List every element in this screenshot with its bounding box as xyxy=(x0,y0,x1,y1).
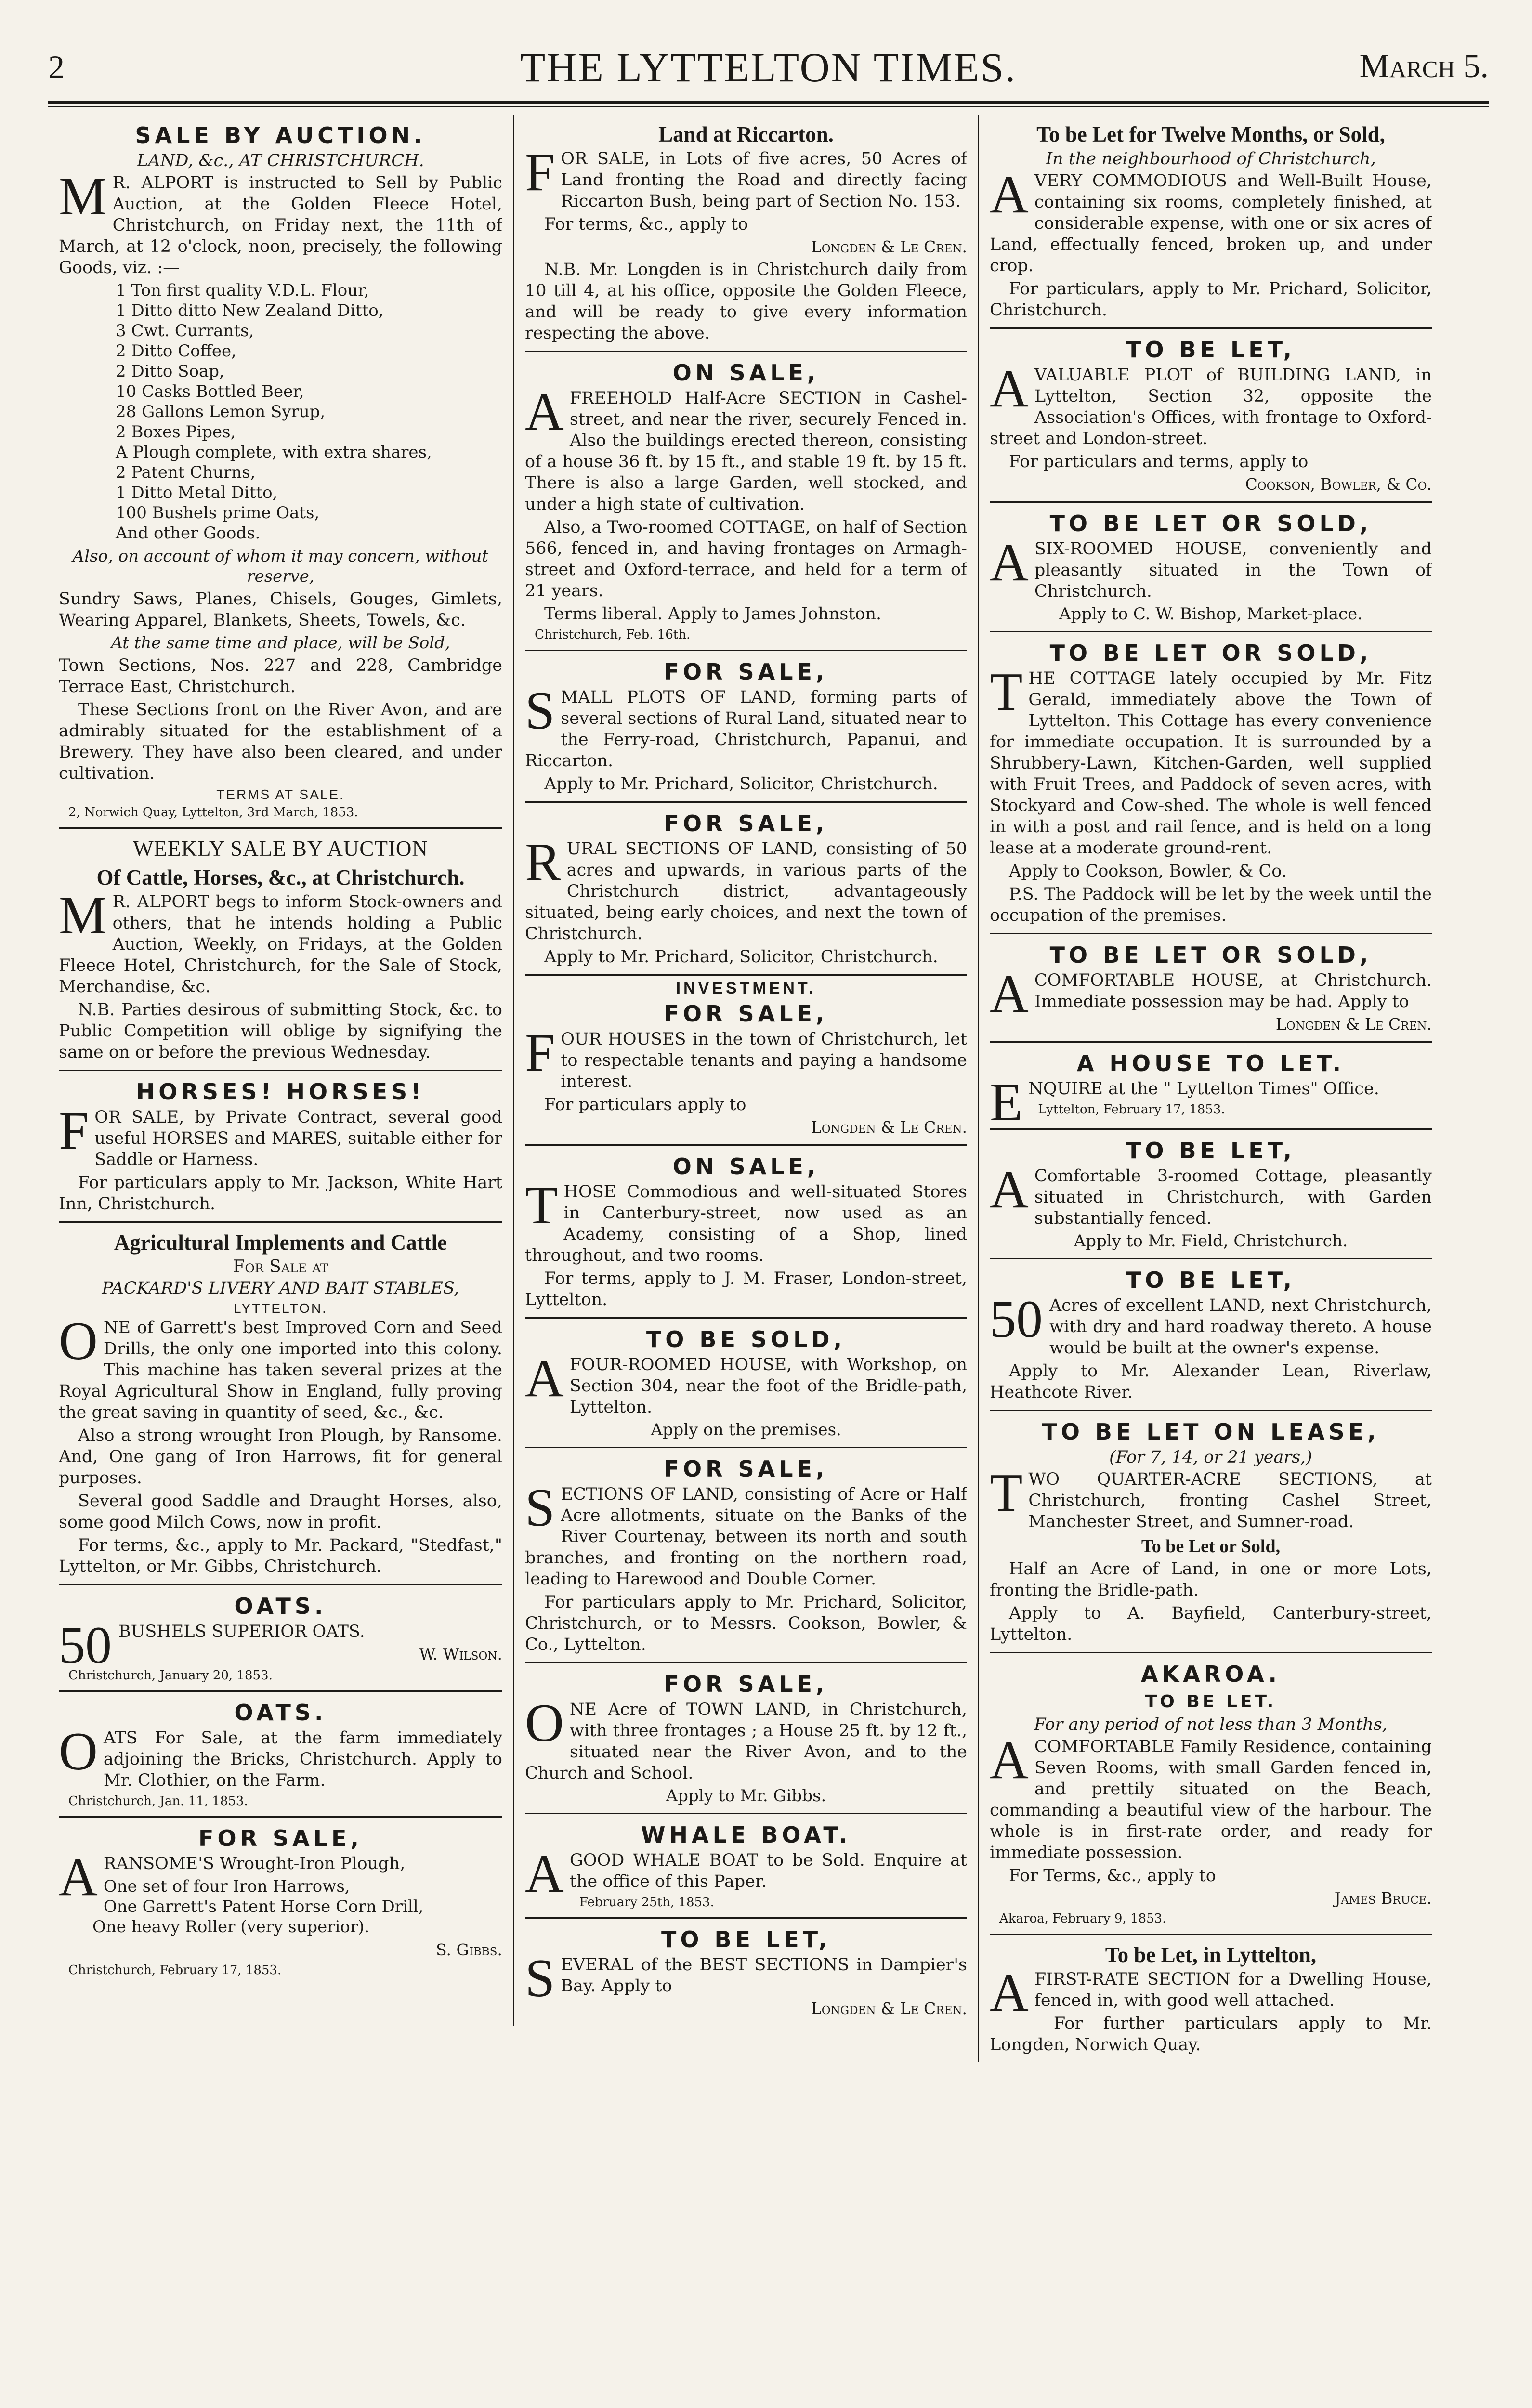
list-item: 3 Cwt. Currants, xyxy=(116,321,254,340)
drop-cap: T xyxy=(525,1176,558,1235)
ad-body: Apply on the premises. xyxy=(651,1420,841,1440)
ad-body: For particulars apply to Mr. Prichard, Solicitor, Christchurch, or to Messrs. Cookson, Bowler, & Co., Lyttelton. xyxy=(525,1593,967,1654)
advertisement xyxy=(59,1071,502,1223)
drop-cap: E xyxy=(990,1073,1023,1130)
drop-cap: M xyxy=(59,886,107,945)
goods-list xyxy=(59,280,502,543)
ad-signature: Longden & Le Cren. xyxy=(1275,1015,1432,1034)
ad-body: Comfortable 3-roomed Cottage, pleasantly situated in Christchurch, with Garden substantially fenced. xyxy=(1034,1166,1432,1228)
ad-body: Also, a Two-roomed COTTAGE, on half of Section 566, fenced in, and having frontages on Armagh-street and Oxford-terrace, and held for a term of 21 years. xyxy=(525,518,967,601)
advertisement xyxy=(525,1814,967,1919)
ad-body: COMFORTABLE HOUSE, at Christchurch. Immediate possession may be had. Apply to xyxy=(1034,971,1432,1011)
ad-heading: SALE BY AUCTION. xyxy=(135,122,426,148)
ad-body: GOOD WHALE BOAT to be Sold. Enquire at the office of this Paper. xyxy=(569,1851,967,1891)
advertisement xyxy=(525,803,967,976)
ad-signature: Longden & Le Cren. xyxy=(811,237,967,256)
big-number: 50 xyxy=(990,1290,1043,1348)
advertisement xyxy=(525,976,967,1146)
ad-heading: OATS. xyxy=(234,1700,327,1726)
ad-heading: FOR SALE, xyxy=(664,811,828,837)
ad-dateline: 2, Norwich Quay, Lyttelton, 3rd March, 1853. xyxy=(68,805,358,820)
ad-body: Acres of excellent LAND, next Christchurch, with dry and hard roadway thereto. A house would be built at the owner's expense. xyxy=(1049,1296,1432,1358)
advertisement xyxy=(525,1146,967,1319)
ad-body: Apply to Mr. Gibbs. xyxy=(666,1786,826,1806)
ad-body: Sundry Saws, Planes, Chisels, Gouges, Gimlets, Wearing Apparel, Blankets, Sheets, Towels, &c. xyxy=(59,589,502,630)
drop-cap: A xyxy=(990,964,1029,1024)
list-item: 2 Boxes Pipes, xyxy=(116,422,236,442)
ad-heading: TO BE LET, xyxy=(1126,1138,1296,1164)
columns xyxy=(48,115,1489,2408)
ad-heading: FOR SALE, xyxy=(198,1825,363,1851)
drop-cap: A xyxy=(990,165,1029,224)
ad-body: Apply to Mr. Field, Christchurch. xyxy=(1074,1231,1348,1251)
ad-subheading: (For 7, 14, or 21 years,) xyxy=(1109,1448,1312,1467)
masthead-rule xyxy=(48,101,1489,107)
drop-cap: S xyxy=(525,1478,555,1538)
advertisement xyxy=(59,1585,502,1692)
ad-body: EVERAL of the BEST SECTIONS in Dampier's Bay. Apply to xyxy=(561,1955,967,1996)
ad-heading: TO BE SOLD, xyxy=(646,1326,846,1352)
ad-terms: TERMS AT SALE. xyxy=(216,787,345,802)
ad-subheading: To be Let or Sold, xyxy=(1141,1536,1281,1557)
ad-subheading: For any period of not less than 3 Months, xyxy=(1034,1715,1388,1734)
ad-body: Terms liberal. Apply to James Johnston. xyxy=(544,604,882,624)
newspaper-title: THE LYTTELTON TIMES. xyxy=(520,44,1017,91)
ad-heading: ON SALE, xyxy=(672,360,820,386)
ad-heading: TO BE LET, xyxy=(1126,337,1296,363)
ad-heading: WHALE BOAT. xyxy=(641,1822,851,1848)
drop-cap: F xyxy=(525,143,555,202)
ad-body: For further particulars apply to Mr. Longden, Norwich Quay. xyxy=(990,2014,1432,2055)
drop-cap: A xyxy=(525,382,564,442)
ad-body: For Terms, &c., apply to xyxy=(1009,1866,1216,1885)
ad-body: For particulars and terms, apply to xyxy=(1009,452,1309,471)
advertisement xyxy=(59,829,502,1071)
ad-body: NE Acre of TOWN LAND, in Christchurch, with three frontages ; a House 25 ft. by 12 ft., situated near the River Avon, and to the Church and School. xyxy=(525,1700,967,1783)
ad-heading: OATS. xyxy=(234,1593,327,1619)
advertisement xyxy=(525,651,967,803)
advertisement xyxy=(990,115,1432,329)
list-item: And other Goods. xyxy=(116,523,261,543)
ad-dateline: February 25th, 1853. xyxy=(579,1895,714,1910)
advertisement xyxy=(59,1692,502,1818)
ad-heading: TO BE LET ON LEASE, xyxy=(1042,1419,1380,1445)
ad-body: ATS For Sale, at the farm immediately adjoining the Bricks, Christchurch. Apply to Mr. Clothier, on the Farm. xyxy=(103,1728,502,1790)
ad-body: Apply to Cookson, Bowler, & Co. xyxy=(1009,862,1287,881)
ad-body: NQUIRE at the " Lyttelton Times" Office. xyxy=(1028,1079,1379,1099)
ad-heading: FOR SALE, xyxy=(664,1671,828,1697)
ad-body: P.S. The Paddock will be let by the week until the occupation of the premises. xyxy=(990,885,1432,925)
column-2 xyxy=(513,115,978,2026)
ad-body: Several good Saddle and Draught Horses, also, some good Milch Cows, now in profit. xyxy=(59,1492,502,1532)
page-number: 2 xyxy=(48,49,65,85)
list-item: 1 Ditto Metal Ditto, xyxy=(116,483,278,502)
ad-signature: Longden & Le Cren. xyxy=(811,1118,967,1137)
ad-body: These Sections front on the River Avon, and are admirably situated for the establishment of a Brewery. They have also been cleared, and under cultivation. xyxy=(59,700,502,783)
ad-body: N.B. Parties desirous of submitting Stock, &c. to Public Competition will oblige by signifying the same on or before the previous Wednesday. xyxy=(59,1000,502,1062)
ad-heading: TO BE LET, xyxy=(661,1926,831,1952)
advertisement xyxy=(990,1411,1432,1653)
ad-dateline: Christchurch, January 20, 1853. xyxy=(68,1668,273,1683)
ad-subheading: For Sale at xyxy=(233,1257,328,1277)
big-number: 50 xyxy=(59,1616,112,1675)
ad-body: COMFORTABLE Family Residence, containing Seven Rooms, with small Garden fenced in, and prettily situated on the Beach, commanding a beautiful view of the harbour. The whole is in first-rate order, and ready for immediate possession. xyxy=(990,1737,1432,1862)
list-item: One Garrett's Patent Horse Corn Drill, xyxy=(103,1897,424,1916)
ad-heading: TO BE LET OR SOLD, xyxy=(1049,942,1372,968)
ad-signature: S. Gibbs. xyxy=(436,1940,502,1959)
list-item: 1 Ditto ditto New Zealand Ditto, xyxy=(116,301,384,320)
ad-signature: W. Wilson. xyxy=(419,1645,502,1663)
list-item: 100 Bushels prime Oats, xyxy=(116,503,320,523)
ad-subheading: In the neighbourhood of Christchurch, xyxy=(1046,149,1376,169)
ad-body: WO QUARTER-ACRE SECTIONS, at Christchurch, fronting Cashel Street, Manchester Street, and Sumner-road. xyxy=(1028,1470,1432,1531)
ad-body: HE COTTAGE lately occupied by Mr. Fitz Gerald, immediately above the Town of Lyttelton. This Cottage has every convenience for immediate occupation. It is surrounded by a Shrubbery-Lawn, Kitchen-Garden, well supplied with Fruit Trees, and Paddock of seven acres, with Stockyard and Cow-shed. The whole is well fenced in with a post and rail fence, and is held on a long lease at a moderate ground-rent. xyxy=(990,669,1432,858)
ad-body: For particulars, apply to Mr. Prichard, Solicitor, Christchurch. xyxy=(990,279,1432,320)
ad-heading: HORSES! HORSES! xyxy=(136,1079,425,1105)
list-item: 10 Casks Bottled Beer, xyxy=(116,382,304,401)
drop-cap: T xyxy=(990,1463,1023,1523)
ad-subheading: PACKARD'S LIVERY AND BAIT STABLES, xyxy=(102,1279,459,1298)
ad-body: Town Sections, Nos. 227 and 228, Cambridge Terrace East, Christchurch. xyxy=(59,656,502,696)
ad-heading: To be Let, in Lyttelton, xyxy=(1105,1943,1317,1967)
drop-cap: O xyxy=(59,1311,98,1371)
list-item: 28 Gallons Lemon Syrup, xyxy=(116,402,326,421)
drop-cap: T xyxy=(990,662,1023,722)
drop-cap: A xyxy=(525,1844,564,1904)
ad-body: FREEHOLD Half-Acre SECTION in Cashel-street, and near the river, securely Fenced in. Also the buildings erected thereon, consisting of a house 36 ft. by 15 ft., and stable 19 ft. by 15 ft. There is also a large Garden, well stocked, and under a high state of cultivation. xyxy=(525,389,967,514)
ad-heading: TO BE LET OR SOLD, xyxy=(1049,640,1372,666)
advertisement xyxy=(525,1319,967,1448)
advertisement xyxy=(990,632,1432,934)
ad-body: VALUABLE PLOT of BUILDING LAND, in Lyttelton, Section 32, opposite the Association's Offices, with frontage to Oxford-street and London-street. xyxy=(990,366,1432,448)
ad-body: Apply to A. Bayfield, Canterbury-street, Lyttelton. xyxy=(990,1604,1432,1644)
ad-dateline: Akaroa, February 9, 1853. xyxy=(999,1911,1166,1926)
ad-body: FIRST-RATE SECTION for a Dwelling House, fenced in, with good well attached. xyxy=(1034,1970,1432,2010)
advertisement xyxy=(59,115,502,829)
drop-cap: F xyxy=(59,1101,89,1161)
advertisement xyxy=(525,352,967,651)
advertisement xyxy=(990,934,1432,1043)
masthead xyxy=(48,29,1489,101)
ad-body: ECTIONS OF LAND, consisting of Acre or Half Acre allotments, situate on the Banks of the River Courtenay, between its north and south branches, and fronting on the northern road, leading to Harewood and Double Corner. xyxy=(525,1485,967,1589)
list-item: 2 Ditto Soap, xyxy=(116,362,224,381)
ad-dateline: Christchurch, Feb. 16th. xyxy=(535,628,691,642)
ad-body: VERY COMMODIOUS and Well-Built House, containing six rooms, completely finished, at considerable expense, with one or six acres of Land, effectually fenced, broken up, and under crop. xyxy=(990,171,1432,275)
ad-body: RANSOME'S Wrought-Iron Plough, xyxy=(103,1854,406,1873)
advertisement xyxy=(525,1919,967,2026)
ad-place: LYTTELTON. xyxy=(234,1301,327,1316)
list-item: 2 Ditto Coffee, xyxy=(116,341,236,361)
drop-cap: A xyxy=(990,359,1029,419)
list-item: One heavy Roller (very superior). xyxy=(92,1917,370,1937)
ad-kicker: INVESTMENT. xyxy=(676,979,816,997)
ad-body: FOUR-ROOMED HOUSE, with Workshop, on Section 304, near the foot of the Bridle-path, Lyttelton. xyxy=(569,1355,967,1417)
advertisement xyxy=(990,1130,1432,1259)
issue-date: March 5. xyxy=(1359,48,1489,85)
ad-body: NE of Garrett's best Improved Corn and Seed Drills, the only one imported into this colony. This machine has taken several prizes at the Royal Agricultural Show in England, fully proving the great saving in quantity of seed, &c., &c. xyxy=(59,1318,502,1422)
ad-heading: FOR SALE, xyxy=(664,1456,828,1482)
ad-body: For particulars apply to Mr. Jackson, White Hart Inn, Christchurch. xyxy=(59,1173,502,1214)
advertisement xyxy=(990,1043,1432,1130)
advertisement xyxy=(525,115,967,352)
ad-body: N.B. Mr. Longden is in Christchurch daily from 10 till 4, at his office, opposite the Golden Fleece, and will be ready to give every information respecting the above. xyxy=(525,260,967,343)
ad-heading: TO BE LET OR SOLD, xyxy=(1049,510,1372,537)
advertisement xyxy=(525,1663,967,1814)
column-3 xyxy=(978,115,1442,2062)
drop-cap: O xyxy=(59,1722,98,1781)
ad-subheading: Of Cattle, Horses, &c., at Christchurch. xyxy=(96,865,465,890)
drop-cap: S xyxy=(525,1949,555,2008)
ad-body: Apply to Mr. Alexander Lean, Riverlaw, Heathcote River. xyxy=(990,1361,1432,1402)
ad-dateline: Christchurch, Jan. 11, 1853. xyxy=(68,1794,248,1808)
drop-cap: A xyxy=(59,1847,98,1907)
ad-heading: To be Let for Twelve Months, or Sold, xyxy=(1036,122,1385,146)
ad-heading: Agricultural Implements and Cattle xyxy=(114,1230,447,1255)
ad-body: For particulars apply to xyxy=(544,1095,746,1114)
ad-heading: ON SALE, xyxy=(672,1153,820,1179)
drop-cap: O xyxy=(525,1693,564,1753)
advertisement xyxy=(59,1818,502,1985)
ad-body: OR SALE, in Lots of five acres, 50 Acres of Land fronting the Road and directly facing Riccarton Bush, being part of Section No. 153. xyxy=(561,149,967,211)
ad-body: Apply to C. W. Bishop, Market-place. xyxy=(1059,604,1363,624)
drop-cap: R xyxy=(525,833,561,892)
advertisement xyxy=(990,329,1432,503)
ad-heading: FOR SALE, xyxy=(664,1001,828,1027)
ad-heading: TO BE LET, xyxy=(1126,1267,1296,1293)
column-1 xyxy=(48,115,513,1985)
drop-cap: F xyxy=(525,1023,555,1083)
ad-signature: Cookson, Bowler, & Co. xyxy=(1245,475,1432,494)
ad-body: Apply to Mr. Prichard, Solicitor, Christchurch. xyxy=(544,947,938,967)
ad-body: Half an Acre of Land, in one or more Lots, fronting the Bridle-path. xyxy=(990,1559,1432,1600)
advertisement xyxy=(990,1653,1432,1935)
drop-cap: A xyxy=(525,1348,564,1408)
drop-cap: A xyxy=(990,533,1029,592)
ad-body: For terms, apply to J. M. Fraser, London-street, Lyttelton. xyxy=(525,1269,967,1309)
ad-body: R. ALPORT begs to inform Stock-owners and others, that he intends holding a Public Auction, Weekly, on Fridays, at the Golden Fleece Hotel, Christchurch, for the Sale of Stock, Merchandise, &c. xyxy=(59,892,502,996)
advertisement xyxy=(990,1935,1432,2062)
list-item: One set of four Iron Harrows, xyxy=(103,1877,350,1896)
ad-dateline: Christchurch, February 17, 1853. xyxy=(68,1963,282,1977)
ad-dateline: Lyttelton, February 17, 1853. xyxy=(1038,1102,1225,1117)
ad-note: At the same time and place, will be Sold, xyxy=(111,633,450,653)
ad-body: For terms, &c., apply to Mr. Packard, "Stedfast," Lyttelton, or Mr. Gibbs, Christchurch. xyxy=(59,1536,502,1576)
list-item: A Plough complete, with extra shares, xyxy=(116,443,432,462)
ad-body: OR SALE, by Private Contract, several good useful HORSES and MARES, suitable either for Saddle or Harness. xyxy=(94,1108,502,1169)
ad-body: SIX-ROOMED HOUSE, conveniently and pleasantly situated in the Town of Christchurch. xyxy=(1034,539,1432,601)
ad-body: HOSE Commodious and well-situated Stores in Canterbury-street, now used as an Academy, consisting of a Shop, lined throughout, and two rooms. xyxy=(525,1182,967,1265)
ad-body: For terms, &c., apply to xyxy=(544,215,748,234)
ad-body: URAL SECTIONS OF LAND, consisting of 50 acres and upwards, in various parts of the Christchurch district, advantageously situated, being early choices, and next the town of Christchurch. xyxy=(525,839,967,943)
ad-body: MALL PLOTS OF LAND, forming parts of several sections of Rural Land, situated near to the Ferry-road, Christchurch, Papanui, and Riccarton. xyxy=(525,688,967,771)
advertisement xyxy=(525,1448,967,1663)
ad-body: Also a strong wrought Iron Plough, by Ransome. And, One gang of Iron Harrows, fit for general purposes. xyxy=(59,1426,502,1488)
list-item: 1 Ton first quality V.D.L. Flour, xyxy=(116,281,369,300)
ad-heading: AKAROA. xyxy=(1140,1661,1281,1687)
advertisement xyxy=(59,1223,502,1585)
ad-heading: A HOUSE TO LET. xyxy=(1076,1050,1345,1076)
drop-cap: S xyxy=(525,681,555,741)
drop-cap: A xyxy=(990,1730,1029,1790)
ad-heading: Land at Riccarton. xyxy=(658,122,834,146)
advertisement xyxy=(990,1259,1432,1411)
ad-body: OUR HOUSES in the town of Christchurch, let to respectable tenants and paying a handsome interest. xyxy=(561,1030,967,1091)
drop-cap: A xyxy=(990,1160,1029,1219)
ad-heading: FOR SALE, xyxy=(664,659,828,685)
drop-cap: M xyxy=(59,167,107,226)
ad-body: BUSHELS SUPERIOR OATS. xyxy=(118,1622,365,1641)
ad-subheading: TO BE LET. xyxy=(1145,1692,1277,1712)
ad-body: Apply to Mr. Prichard, Solicitor, Christchurch. xyxy=(544,774,938,794)
drop-cap: A xyxy=(990,1963,1029,2023)
advertisement xyxy=(990,503,1432,632)
ad-heading: WEEKLY SALE BY AUCTION xyxy=(133,837,428,861)
list-item: 2 Patent Churns, xyxy=(116,463,256,482)
ad-body: R. ALPORT is instructed to Sell by Public Auction, at the Golden Fleece Hotel, Christchurch, on Friday next, the 11th of March, at 12 o'clock, noon, precisely, the following Goods, viz. :— xyxy=(59,173,502,277)
ad-subheading: LAND, &c., AT CHRISTCHURCH. xyxy=(137,151,424,170)
ad-note: Also, on account of whom it may concern, without reserve, xyxy=(72,547,489,586)
ad-signature: James Bruce. xyxy=(1334,1889,1432,1908)
goods-list xyxy=(59,1876,502,1937)
ad-signature: Longden & Le Cren. xyxy=(811,1999,967,2018)
